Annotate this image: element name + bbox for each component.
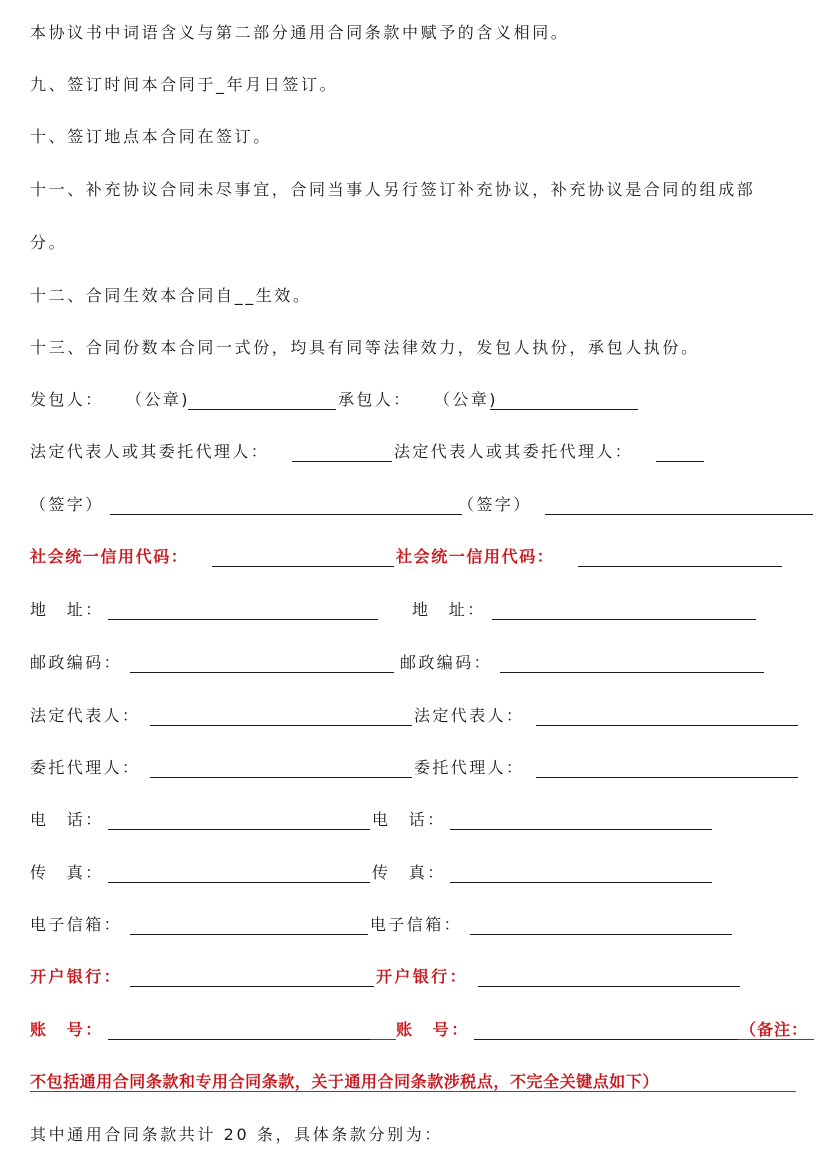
contractor-email-blank[interactable] — [470, 934, 732, 935]
employer-postal-label: 邮政编码： — [30, 653, 123, 672]
contractor-sign-blank[interactable] — [545, 514, 813, 515]
employer-seal-blank[interactable] — [188, 409, 336, 410]
employer-legal-rep-label: 法定代表人： — [30, 706, 141, 725]
contractor-postal-blank[interactable] — [500, 672, 764, 673]
note-underline — [30, 1091, 796, 1092]
contractor-label: 承包人： — [338, 390, 412, 409]
paragraph-general-terms-count: 其中通用合同条款共计 20 条，具体条款分别为： — [30, 1125, 443, 1144]
employer-account-label: 账 号： — [30, 1020, 104, 1039]
employer-address-blank[interactable] — [108, 619, 378, 620]
employer-credit-code-label: 社会统一信用代码： — [30, 547, 189, 566]
contractor-postal-label: 邮政编码： — [400, 653, 493, 672]
paragraph-effectiveness: 十二、合同生效本合同自__生效。 — [30, 286, 312, 305]
contractor-seal-blank[interactable] — [490, 409, 638, 410]
contractor-address-label: 地 址： — [412, 600, 486, 619]
contractor-legal-rep-label: 法定代表人： — [414, 706, 525, 725]
paragraph-copies: 十三、合同份数本合同一式份，均具有同等法律效力，发包人执份，承包人执份。 — [30, 338, 700, 357]
employer-label: 发包人： — [30, 390, 104, 409]
contractor-email-label: 电子信箱： — [370, 915, 463, 934]
paragraph-signing-time: 九、签订时间本合同于_年月日签订。 — [30, 75, 339, 94]
contractor-rep-or-agent-label: 法定代表人或其委托代理人： — [394, 442, 634, 461]
contractor-legal-rep-blank[interactable] — [536, 725, 798, 726]
contractor-credit-code-label: 社会统一信用代码： — [396, 547, 555, 566]
employer-rep-or-agent-label: 法定代表人或其委托代理人： — [30, 442, 270, 461]
employer-bank-blank[interactable] — [130, 986, 374, 987]
employer-phone-label: 电 话： — [30, 810, 104, 829]
employer-address-label: 地 址： — [30, 600, 104, 619]
contractor-fax-label: 传 真： — [372, 863, 446, 882]
contractor-credit-code-blank[interactable] — [578, 566, 782, 567]
contractor-bank-label: 开户银行： — [376, 967, 469, 986]
employer-agent-blank[interactable] — [150, 777, 412, 778]
note-start: （备注： — [740, 1020, 809, 1039]
contractor-bank-blank[interactable] — [478, 986, 740, 987]
contractor-phone-label: 电 话： — [372, 810, 446, 829]
employer-postal-blank[interactable] — [130, 672, 394, 673]
employer-credit-code-blank[interactable] — [212, 566, 394, 567]
note-text: 不包括通用合同条款和专用合同条款，关于通用合同条款涉税点，不完全关键点如下） — [30, 1072, 659, 1091]
employer-fax-blank[interactable] — [108, 882, 370, 883]
employer-sign-label: （签字） — [30, 495, 104, 514]
contractor-account-label: 账 号： — [396, 1020, 470, 1039]
paragraph-signing-place: 十、签订地点本合同在签订。 — [30, 127, 272, 146]
employer-legal-rep-blank[interactable] — [150, 725, 412, 726]
contractor-account-blank[interactable] — [474, 1039, 738, 1040]
employer-phone-blank[interactable] — [108, 829, 370, 830]
employer-seal: （公章) — [126, 390, 190, 409]
employer-rep-or-agent-blank[interactable] — [292, 461, 392, 462]
contractor-rep-or-agent-blank[interactable] — [656, 461, 704, 462]
contractor-agent-label: 委托代理人： — [414, 758, 525, 777]
contractor-fax-blank[interactable] — [450, 882, 712, 883]
employer-account-blank[interactable] — [108, 1039, 370, 1040]
employer-email-blank[interactable] — [130, 934, 368, 935]
paragraph-supplement-line1: 十一、补充协议合同未尽事宜，合同当事人另行签订补充协议，补充协议是合同的组成部 — [30, 180, 756, 199]
employer-agent-label: 委托代理人： — [30, 758, 141, 777]
contractor-phone-blank[interactable] — [450, 829, 712, 830]
contractor-agent-blank[interactable] — [536, 777, 798, 778]
employer-bank-label: 开户银行： — [30, 967, 123, 986]
paragraph-supplement-line2: 分。 — [30, 233, 68, 252]
employer-fax-label: 传 真： — [30, 863, 104, 882]
contractor-address-blank[interactable] — [492, 619, 756, 620]
employer-email-label: 电子信箱： — [30, 915, 123, 934]
employer-sign-blank[interactable] — [110, 514, 462, 515]
paragraph-definitions: 本协议书中词语含义与第二部分通用合同条款中赋予的含义相同。 — [30, 23, 570, 42]
contractor-seal: （公章) — [434, 390, 498, 409]
contractor-sign-label: （签字） — [458, 495, 532, 514]
account-separator-underline — [370, 1039, 396, 1040]
